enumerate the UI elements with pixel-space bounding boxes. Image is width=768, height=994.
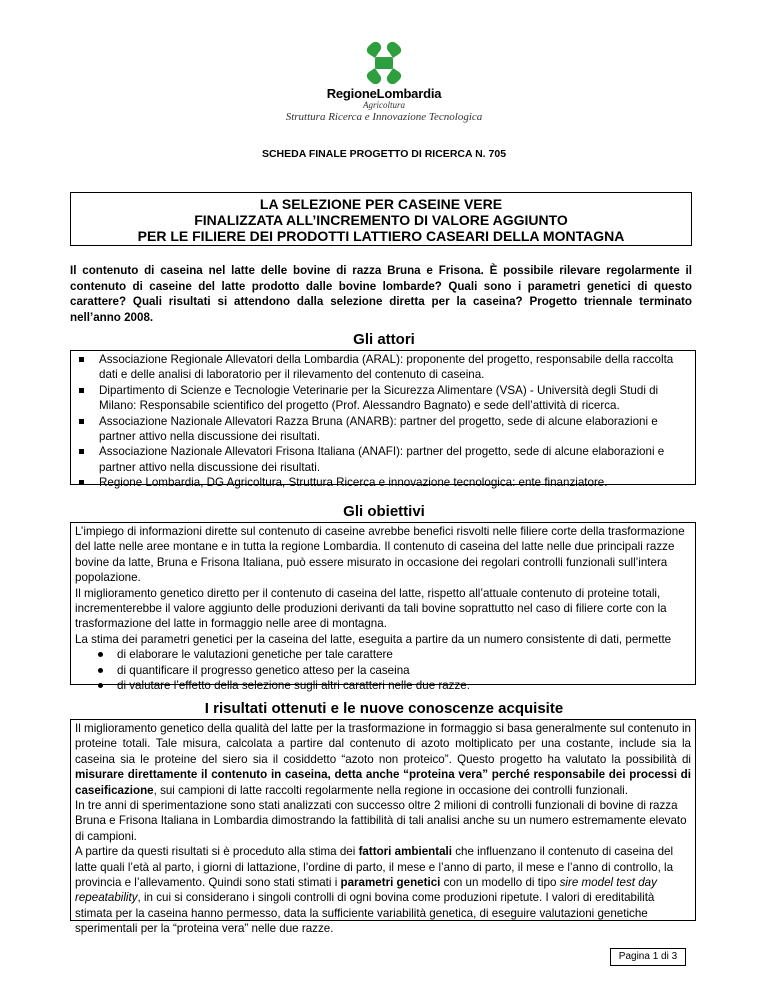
risultati-box: [70, 719, 696, 936]
obiettivi-paragraph-3: La stima dei parametri genetici per la caseina del latte, eseguita a partire da un numero consistente di dati, permette: [75, 632, 672, 646]
list-item: Associazione Nazionale Allevatori Razza Bruna (ANARB): partner del progetto, sede di alcune elaborazioni e partner attivo nella discussione dei risultati.: [77, 414, 689, 445]
list-item: Associazione Regionale Allevatori della Lombardia (ARAL): proponente del progetto, responsabile della raccolta dati e delle analisi di laboratorio per il rilevamento del contenuto di caseina.: [77, 352, 689, 383]
section-heading-risultati: I risultati ottenuti e le nuove conoscenze acquisite: [204, 700, 564, 717]
brand-name: RegioneLombardia: [326, 86, 442, 101]
obiettivi-paragraph-1: L’impiego di informazioni dirette sul contenuto di caseine avrebbe benefici risvolti nelle filiere corte della trasformazione del latte nelle aree montane e in tutta la regione Lombardia. Il contenuto di caseina del latte nelle due principali razze bovine da latte, Bruna e Frisona Italiana, può essere misurato in occasione dei regolari controlli funzionali sull’intera popolazione.: [75, 525, 685, 585]
bold-text-run: parametri genetici: [340, 876, 441, 890]
attori-box: [70, 350, 696, 490]
page-number: Pagina 1 di 3: [610, 948, 686, 966]
list-item: di quantificare il progresso genetico atteso per la caseina: [75, 663, 691, 678]
obiettivi-paragraph-2: Il miglioramento genetico diretto per il contenuto di caseina del latte, rispetto all’attuale contenuto di proteine totali, incrementerebbe il valore aggiunto delle produzioni derivanti da tali bovine soprattutto nel caso di filiere corte con la trasformazione del latte in formaggio nelle aree di montagna.: [75, 586, 667, 631]
text-run: , sui campioni di latte raccolti regolarmente nella regione in occasione dei controlli funzionali.: [153, 783, 628, 797]
document-reference: SCHEDA FINALE PROGETTO DI RICERCA N. 705: [261, 148, 507, 160]
title-box: [70, 192, 692, 246]
risultati-paragraph-2: In tre anni di sperimentazione sono stati analizzati con successo oltre 2 milioni di controlli funzionali di bovine di razza Bruna e Frisona Italiana in Lombardia dimostrando la fattibilità di tali analisi anche su un numero estremamente elevato di campioni.: [75, 799, 687, 843]
italic-text-run: sire model test day repeatability: [75, 876, 657, 905]
bold-text-run: fattori ambientali: [358, 845, 452, 859]
section-heading-obiettivi: Gli obiettivi: [343, 503, 425, 520]
obiettivi-box: [70, 522, 696, 693]
obiettivi-bullets: [75, 647, 691, 693]
brand-subtitle-agricoltura: Agricoltura: [363, 100, 405, 110]
bold-text-run: misurare direttamente il contenuto in caseina, detta anche “proteina vera” perché responsabile dei processi di caseificazione: [75, 768, 691, 797]
list-item: di valutare l’effetto della selezione sugli altri caratteri nelle due razze.: [75, 678, 691, 693]
risultati-paragraph-3: [75, 844, 691, 936]
intro-paragraph: Il contenuto di caseina nel latte delle bovine di razza Bruna e Frisona. È possibile rilevare regolarmente il contenuto di caseine del latte prodotto dalle bovine lombarde? Quali sono i parametri genetici di questo carattere? Quali risultati si attendono dalla selezione diretta per la caseina? Progetto triennale terminato nell’anno 2008.: [70, 264, 692, 324]
title-line-3: PER LE FILIERE DEI PRODOTTI LATTIERO CASEARI DELLA MONTAGNA: [137, 228, 625, 244]
risultati-paragraph-1: [75, 721, 691, 798]
text-run: con un modello di tipo: [440, 876, 560, 890]
title-line-2: FINALIZZATA ALL’INCREMENTO DI VALORE AGGIUNTO: [194, 212, 568, 228]
list-item: Regione Lombardia, DG Agricoltura, Struttura Ricerca e innovazione tecnologica: ente finanziatore.: [77, 475, 689, 490]
text-run: A partire da questi risultati si è proceduto alla stima dei: [75, 845, 359, 859]
list-item: Associazione Nazionale Allevatori Frisona Italiana (ANAFI): partner del progetto, sede di alcune elaborazioni e partner attivo nella discussione dei risultati.: [77, 444, 689, 475]
text-run: , in cui si considerano i singoli controlli di ogni bovina come produzioni ripetute. I valori di ereditabilità stimata per la caseina hanno permesso, data la sufficiente variabilità genetica, di eseguire valutazioni genetiche sperimentali per la “proteina vera” nelle due razze.: [75, 891, 655, 936]
section-heading-attori: Gli attori: [353, 331, 415, 348]
title-line-1: LA SELEZIONE PER CASEINE VERE: [259, 196, 503, 212]
attori-list: [77, 352, 689, 491]
brand-subtitle-struttura: Struttura Ricerca e Innovazione Tecnologica: [285, 111, 483, 123]
text-run: Il miglioramento genetico della qualità del latte per la trasformazione in formaggio si basa generalmente sul contenuto in proteine totali. Tale misura, calcolata a partire dal contenuto di azoto moltiplicato per una costante, include sia la caseina sia le proteine del siero sia il cosiddetto “azoto non proteico”. Questo progetto ha valutato la possibilità di: [75, 722, 691, 766]
text-run: che influenzano il contenuto di caseina del latte quali l’età al parto, i giorni di lattazione, l’ordine di parto, il mese e l’anno di parto, il mese e l’anno di controllo, la provincia e l’allevamento. Quindi sono stati stimati i: [75, 845, 674, 890]
list-item: di elaborare le valutazioni genetiche per tale carattere: [75, 647, 691, 662]
list-item: Dipartimento di Scienze e Tecnologie Veterinarie per la Sicurezza Alimentare (VSA) - Università degli Studi di Milano: Responsabile scientifico del progetto (Prof. Alessandro Bagnato) e sede dell’attività di ricerca.: [77, 383, 689, 414]
regione-lombardia-logo-icon: [353, 40, 415, 86]
